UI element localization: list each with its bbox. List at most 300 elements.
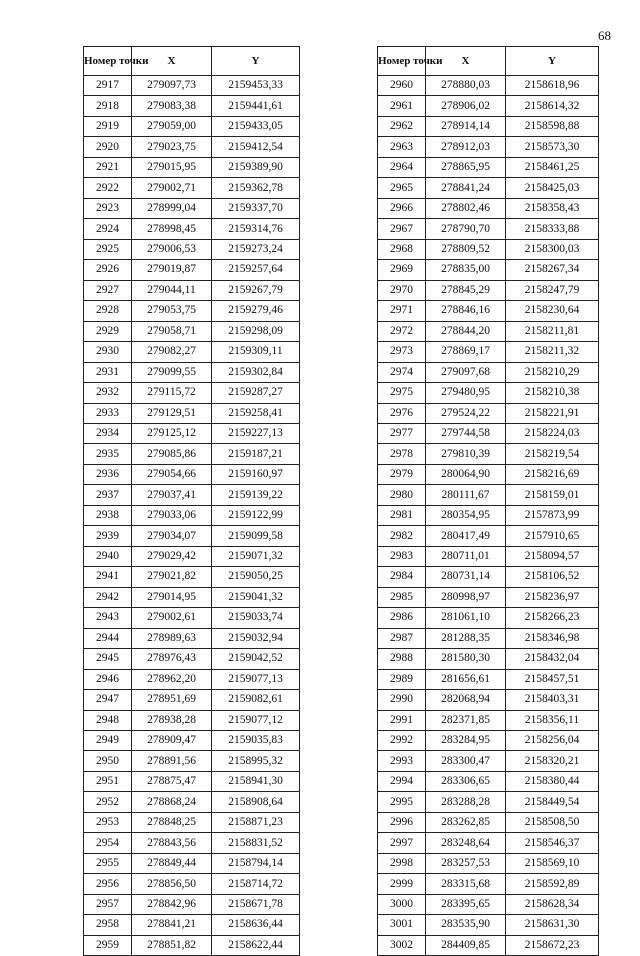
- column-header-x: X: [426, 47, 506, 76]
- table-row: [84, 505, 300, 525]
- cell-y: 2158380,44: [506, 771, 599, 791]
- cell-x: 279524,22: [426, 403, 506, 423]
- cell-x: 280998,97: [426, 587, 506, 607]
- cell-x: 278869,17: [426, 342, 506, 362]
- table-row: [84, 116, 300, 136]
- table-row: [378, 587, 599, 607]
- cell-y: 2159267,79: [212, 280, 300, 300]
- table-row: [378, 771, 599, 791]
- cell-x: 279034,07: [132, 526, 212, 546]
- table-row: [378, 342, 599, 362]
- cell-point-number: 2986: [378, 608, 426, 628]
- table-row: [378, 96, 599, 116]
- table-row: [378, 669, 599, 689]
- cell-y: 2158210,29: [506, 362, 599, 382]
- cell-point-number: 2989: [378, 669, 426, 689]
- cell-point-number: 2945: [84, 649, 132, 669]
- table-row: [84, 362, 300, 382]
- cell-y: 2159273,24: [212, 239, 300, 259]
- cell-y: 2159441,61: [212, 96, 300, 116]
- cell-point-number: 2928: [84, 301, 132, 321]
- cell-x: 279006,53: [132, 239, 212, 259]
- cell-y: 2159314,76: [212, 219, 300, 239]
- cell-x: 279037,41: [132, 485, 212, 505]
- cell-y: 2159035,83: [212, 731, 300, 751]
- cell-point-number: 2995: [378, 792, 426, 812]
- cell-point-number: 2966: [378, 198, 426, 218]
- cell-x: 278851,82: [132, 935, 212, 955]
- cell-x: 278914,14: [426, 116, 506, 136]
- table-row: [378, 935, 599, 955]
- cell-x: 283315,68: [426, 874, 506, 894]
- cell-y: 2159160,97: [212, 464, 300, 484]
- cell-point-number: 2959: [84, 935, 132, 955]
- cell-y: 2159077,12: [212, 710, 300, 730]
- cell-point-number: 2931: [84, 362, 132, 382]
- table-row: [378, 116, 599, 136]
- table-row: [84, 239, 300, 259]
- cell-y: 2158211,81: [506, 321, 599, 341]
- cell-x: 280417,49: [426, 526, 506, 546]
- cell-x: 278951,69: [132, 690, 212, 710]
- cell-x: 283300,47: [426, 751, 506, 771]
- cell-x: 278962,20: [132, 669, 212, 689]
- cell-point-number: 2935: [84, 444, 132, 464]
- cell-y: 2159187,21: [212, 444, 300, 464]
- cell-y: 2158403,31: [506, 690, 599, 710]
- table-row: [378, 608, 599, 628]
- table-row: [378, 383, 599, 403]
- cell-y: 2158573,30: [506, 137, 599, 157]
- cell-y: 2159077,13: [212, 669, 300, 689]
- cell-y: 2158230,64: [506, 301, 599, 321]
- cell-x: 278976,43: [132, 649, 212, 669]
- cell-x: 278802,46: [426, 198, 506, 218]
- cell-x: 279129,51: [132, 403, 212, 423]
- table-row: [378, 444, 599, 464]
- cell-y: 2158159,01: [506, 485, 599, 505]
- table-row: [84, 853, 300, 873]
- cell-point-number: 2975: [378, 383, 426, 403]
- cell-y: 2159258,41: [212, 403, 300, 423]
- cell-x: 279054,66: [132, 464, 212, 484]
- cell-y: 2158622,44: [212, 935, 300, 955]
- cell-point-number: 2938: [84, 505, 132, 525]
- column-header-y: Y: [506, 47, 599, 76]
- cell-point-number: 2994: [378, 771, 426, 791]
- cell-y: 2158106,52: [506, 567, 599, 587]
- cell-point-number: 2998: [378, 853, 426, 873]
- cell-x: 279002,61: [132, 608, 212, 628]
- cell-x: 282068,94: [426, 690, 506, 710]
- cell-point-number: 2929: [84, 321, 132, 341]
- cell-x: 282371,85: [426, 710, 506, 730]
- cell-point-number: 2968: [378, 239, 426, 259]
- cell-x: 283262,85: [426, 812, 506, 832]
- cell-x: 278891,56: [132, 751, 212, 771]
- cell-point-number: 2973: [378, 342, 426, 362]
- table-row: [84, 464, 300, 484]
- cell-y: 2159082,61: [212, 690, 300, 710]
- cell-point-number: 2950: [84, 751, 132, 771]
- cell-x: 281061,10: [426, 608, 506, 628]
- cell-y: 2158628,34: [506, 894, 599, 914]
- cell-x: 279082,27: [132, 342, 212, 362]
- table-row: [378, 526, 599, 546]
- cell-y: 2158831,52: [212, 833, 300, 853]
- cell-y: 2158546,37: [506, 833, 599, 853]
- cell-point-number: 2920: [84, 137, 132, 157]
- cell-point-number: 2969: [378, 260, 426, 280]
- cell-x: 279744,58: [426, 423, 506, 443]
- cell-x: 279058,71: [132, 321, 212, 341]
- cell-x: 278844,20: [426, 321, 506, 341]
- cell-y: 2159122,99: [212, 505, 300, 525]
- cell-y: 2159433,05: [212, 116, 300, 136]
- cell-x: 279014,95: [132, 587, 212, 607]
- cell-point-number: 3000: [378, 894, 426, 914]
- cell-y: 2158569,10: [506, 853, 599, 873]
- cell-y: 2158995,32: [212, 751, 300, 771]
- cell-y: 2158449,54: [506, 792, 599, 812]
- cell-point-number: 2967: [378, 219, 426, 239]
- coordinates-table-right: [377, 46, 599, 956]
- table-row: [378, 76, 599, 96]
- cell-x: 279044,11: [132, 280, 212, 300]
- cell-y: 2158714,72: [212, 874, 300, 894]
- cell-x: 279015,95: [132, 157, 212, 177]
- cell-point-number: 2990: [378, 690, 426, 710]
- table-row: [84, 280, 300, 300]
- table-row: [378, 731, 599, 751]
- cell-point-number: 2980: [378, 485, 426, 505]
- cell-point-number: 2932: [84, 383, 132, 403]
- cell-point-number: 2978: [378, 444, 426, 464]
- cell-x: 279002,71: [132, 178, 212, 198]
- cell-y: 2158221,91: [506, 403, 599, 423]
- cell-y: 2158631,30: [506, 915, 599, 935]
- cell-y: 2159389,90: [212, 157, 300, 177]
- cell-x: 280731,14: [426, 567, 506, 587]
- table-row: [378, 710, 599, 730]
- table-row: [378, 894, 599, 914]
- cell-y: 2159071,32: [212, 546, 300, 566]
- cell-x: 283257,53: [426, 853, 506, 873]
- cell-x: 278809,52: [426, 239, 506, 259]
- cell-point-number: 2958: [84, 915, 132, 935]
- table-row: [84, 137, 300, 157]
- cell-point-number: 2987: [378, 628, 426, 648]
- cell-x: 278998,45: [132, 219, 212, 239]
- table-row: [84, 423, 300, 443]
- table-row: [84, 96, 300, 116]
- table-row: [378, 157, 599, 177]
- cell-point-number: 2961: [378, 96, 426, 116]
- table-row: [378, 301, 599, 321]
- cell-point-number: 2972: [378, 321, 426, 341]
- cell-point-number: 2971: [378, 301, 426, 321]
- cell-x: 278856,50: [132, 874, 212, 894]
- cell-x: 278989,63: [132, 628, 212, 648]
- table-row: [378, 178, 599, 198]
- table-row: [84, 649, 300, 669]
- cell-y: 2158356,11: [506, 710, 599, 730]
- table-header-row: [84, 47, 300, 76]
- cell-x: 280354,95: [426, 505, 506, 525]
- table-row: [84, 219, 300, 239]
- cell-point-number: 2962: [378, 116, 426, 136]
- cell-point-number: 2918: [84, 96, 132, 116]
- cell-y: 2157873,99: [506, 505, 599, 525]
- cell-x: 279810,39: [426, 444, 506, 464]
- cell-point-number: 2925: [84, 239, 132, 259]
- cell-y: 2157910,65: [506, 526, 599, 546]
- table-row: [378, 874, 599, 894]
- table-row: [378, 792, 599, 812]
- cell-y: 2158266,23: [506, 608, 599, 628]
- cell-point-number: 2999: [378, 874, 426, 894]
- cell-y: 2159279,46: [212, 301, 300, 321]
- cell-y: 2159032,94: [212, 628, 300, 648]
- cell-x: 278849,44: [132, 853, 212, 873]
- cell-x: 279097,73: [132, 76, 212, 96]
- cell-x: 279125,12: [132, 423, 212, 443]
- table-row: [378, 751, 599, 771]
- cell-point-number: 2930: [84, 342, 132, 362]
- table-row: [378, 260, 599, 280]
- cell-point-number: 2943: [84, 608, 132, 628]
- cell-x: 279085,86: [132, 444, 212, 464]
- cell-point-number: 2947: [84, 690, 132, 710]
- cell-y: 2158794,14: [212, 853, 300, 873]
- cell-y: 2159042,52: [212, 649, 300, 669]
- table-row: [84, 669, 300, 689]
- table-row: [378, 812, 599, 832]
- cell-x: 279480,95: [426, 383, 506, 403]
- cell-x: 283288,28: [426, 792, 506, 812]
- cell-point-number: 3001: [378, 915, 426, 935]
- cell-point-number: 2942: [84, 587, 132, 607]
- table-row: [84, 812, 300, 832]
- cell-point-number: 2926: [84, 260, 132, 280]
- cell-y: 2158094,57: [506, 546, 599, 566]
- cell-y: 2158216,69: [506, 464, 599, 484]
- cell-point-number: 2979: [378, 464, 426, 484]
- cell-y: 2158320,21: [506, 751, 599, 771]
- cell-point-number: 2956: [84, 874, 132, 894]
- table-row: [84, 444, 300, 464]
- cell-point-number: 2993: [378, 751, 426, 771]
- table-row: [84, 383, 300, 403]
- cell-y: 2158457,51: [506, 669, 599, 689]
- table-row: [84, 178, 300, 198]
- table-header-row: [378, 47, 599, 76]
- cell-x: 280064,90: [426, 464, 506, 484]
- table-row: [84, 608, 300, 628]
- table-row: [84, 342, 300, 362]
- table-row: [378, 546, 599, 566]
- cell-y: 2158256,04: [506, 731, 599, 751]
- cell-x: 278868,24: [132, 792, 212, 812]
- table-row: [84, 894, 300, 914]
- cell-y: 2159257,64: [212, 260, 300, 280]
- cell-x: 279053,75: [132, 301, 212, 321]
- cell-y: 2158671,78: [212, 894, 300, 914]
- cell-point-number: 2953: [84, 812, 132, 832]
- table-row: [84, 751, 300, 771]
- table-row: [84, 403, 300, 423]
- table-row: [84, 915, 300, 935]
- cell-point-number: 3002: [378, 935, 426, 955]
- cell-x: 281656,61: [426, 669, 506, 689]
- cell-x: 278790,70: [426, 219, 506, 239]
- table-row: [84, 157, 300, 177]
- cell-y: 2158614,32: [506, 96, 599, 116]
- table-row: [84, 935, 300, 955]
- cell-point-number: 2974: [378, 362, 426, 382]
- table-row: [378, 485, 599, 505]
- cell-point-number: 2948: [84, 710, 132, 730]
- cell-x: 278999,04: [132, 198, 212, 218]
- cell-x: 278841,21: [132, 915, 212, 935]
- cell-point-number: 2949: [84, 731, 132, 751]
- cell-y: 2158358,43: [506, 198, 599, 218]
- table-row: [378, 567, 599, 587]
- table-row: [378, 239, 599, 259]
- cell-point-number: 2965: [378, 178, 426, 198]
- table-row: [84, 710, 300, 730]
- table-row: [84, 198, 300, 218]
- cell-y: 2158247,79: [506, 280, 599, 300]
- cell-point-number: 2964: [378, 157, 426, 177]
- cell-y: 2158333,88: [506, 219, 599, 239]
- cell-x: 278841,24: [426, 178, 506, 198]
- cell-y: 2158267,34: [506, 260, 599, 280]
- table-row: [84, 260, 300, 280]
- table-row: [378, 915, 599, 935]
- cell-x: 279115,72: [132, 383, 212, 403]
- cell-y: 2158941,30: [212, 771, 300, 791]
- cell-point-number: 2985: [378, 587, 426, 607]
- cell-point-number: 2940: [84, 546, 132, 566]
- table-row: [378, 423, 599, 443]
- cell-x: 278835,00: [426, 260, 506, 280]
- table-row: [378, 321, 599, 341]
- cell-point-number: 2988: [378, 649, 426, 669]
- cell-point-number: 2922: [84, 178, 132, 198]
- table-row: [378, 628, 599, 648]
- cell-point-number: 2955: [84, 853, 132, 873]
- cell-x: 278875,47: [132, 771, 212, 791]
- cell-x: 283284,95: [426, 731, 506, 751]
- table-row: [378, 833, 599, 853]
- cell-point-number: 2981: [378, 505, 426, 525]
- cell-y: 2158219,54: [506, 444, 599, 464]
- cell-x: 279097,68: [426, 362, 506, 382]
- column-header-y: Y: [212, 47, 300, 76]
- cell-point-number: 2997: [378, 833, 426, 853]
- cell-point-number: 2970: [378, 280, 426, 300]
- cell-y: 2159287,27: [212, 383, 300, 403]
- cell-y: 2158300,03: [506, 239, 599, 259]
- cell-point-number: 2963: [378, 137, 426, 157]
- column-header-point-number: Номер точки: [378, 47, 426, 76]
- cell-point-number: 2996: [378, 812, 426, 832]
- column-header-x: X: [132, 47, 212, 76]
- cell-x: 278865,95: [426, 157, 506, 177]
- table-row: [378, 219, 599, 239]
- cell-y: 2159033,74: [212, 608, 300, 628]
- cell-y: 2159309,11: [212, 342, 300, 362]
- cell-x: 278880,03: [426, 76, 506, 96]
- table-row: [378, 853, 599, 873]
- cell-point-number: 2921: [84, 157, 132, 177]
- cell-x: 283248,64: [426, 833, 506, 853]
- table-row: [84, 587, 300, 607]
- cell-y: 2158224,03: [506, 423, 599, 443]
- table-row: [378, 690, 599, 710]
- cell-point-number: 2937: [84, 485, 132, 505]
- table-row: [84, 833, 300, 853]
- cell-x: 280711,01: [426, 546, 506, 566]
- cell-point-number: 2919: [84, 116, 132, 136]
- cell-point-number: 2982: [378, 526, 426, 546]
- table-row: [378, 505, 599, 525]
- cell-y: 2158672,23: [506, 935, 599, 955]
- cell-x: 278906,02: [426, 96, 506, 116]
- cell-x: 279099,55: [132, 362, 212, 382]
- cell-x: 278845,29: [426, 280, 506, 300]
- cell-x: 278848,25: [132, 812, 212, 832]
- cell-point-number: 2927: [84, 280, 132, 300]
- cell-point-number: 2923: [84, 198, 132, 218]
- cell-y: 2158508,50: [506, 812, 599, 832]
- cell-y: 2159302,84: [212, 362, 300, 382]
- cell-point-number: 2946: [84, 669, 132, 689]
- cell-point-number: 2960: [378, 76, 426, 96]
- table-row: [378, 137, 599, 157]
- table-row: [84, 76, 300, 96]
- cell-y: 2158210,38: [506, 383, 599, 403]
- cell-point-number: 2992: [378, 731, 426, 751]
- cell-x: 278846,16: [426, 301, 506, 321]
- page-number: 68: [598, 28, 611, 43]
- cell-y: 2158592,89: [506, 874, 599, 894]
- cell-point-number: 2977: [378, 423, 426, 443]
- cell-x: 278912,03: [426, 137, 506, 157]
- cell-y: 2159453,33: [212, 76, 300, 96]
- cell-y: 2158236,97: [506, 587, 599, 607]
- cell-y: 2158871,23: [212, 812, 300, 832]
- cell-point-number: 2952: [84, 792, 132, 812]
- cell-y: 2158618,96: [506, 76, 599, 96]
- cell-x: 278843,56: [132, 833, 212, 853]
- cell-point-number: 2944: [84, 628, 132, 648]
- cell-y: 2159041,32: [212, 587, 300, 607]
- table-row: [84, 731, 300, 751]
- cell-x: 279033,06: [132, 505, 212, 525]
- cell-point-number: 2924: [84, 219, 132, 239]
- cell-x: 284409,85: [426, 935, 506, 955]
- table-row: [84, 321, 300, 341]
- table-row: [378, 198, 599, 218]
- cell-x: 279023,75: [132, 137, 212, 157]
- cell-y: 2159099,58: [212, 526, 300, 546]
- cell-y: 2159050,25: [212, 567, 300, 587]
- cell-x: 283306,65: [426, 771, 506, 791]
- table-row: [84, 301, 300, 321]
- cell-y: 2158636,44: [212, 915, 300, 935]
